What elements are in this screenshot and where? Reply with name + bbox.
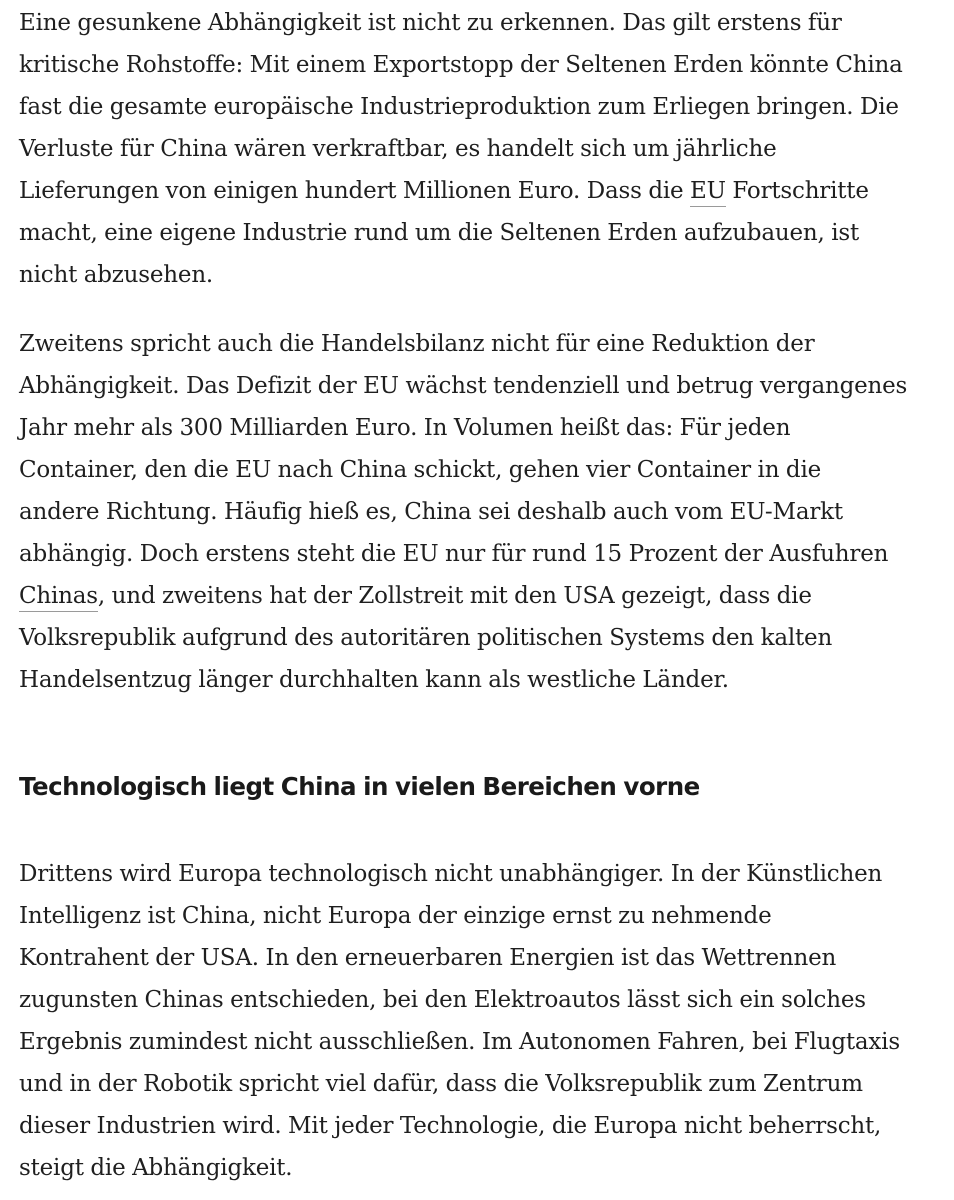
section-heading: Technologisch liegt China in vielen Bereichen vorne — [19, 772, 700, 801]
text-line — [19, 575, 934, 617]
text-line: kritische Rohstoffe: Mit einem Exportstopp der Seltenen Erden könnte China — [19, 52, 903, 78]
paragraph-technologie — [19, 853, 934, 1189]
text-segment: , und zweitens hat der Zollstreit mit den USA gezeigt, dass die — [97, 583, 812, 609]
text-line: Eine gesunkene Abhängigkeit ist nicht zu erkennen. Das gilt erstens für — [19, 10, 842, 36]
text-line: Jahr mehr als 300 Milliarden Euro. In Volumen heißt das: Für jeden — [19, 415, 791, 441]
text-line: macht, eine eigene Industrie rund um die Seltenen Erden aufzubauen, ist — [19, 220, 859, 246]
text-line: Volksrepublik aufgrund des autoritären politischen Systems den kalten — [19, 625, 833, 651]
text-segment: Lieferungen von einigen hundert Millionen Euro. Dass die — [19, 178, 691, 204]
text-line: Kontrahent der USA. In den erneuerbaren Energien ist das Wettrennen — [19, 945, 837, 971]
text-line: zugunsten Chinas entschieden, bei den Elektroautos lässt sich ein solches — [19, 987, 866, 1013]
text-line: Drittens wird Europa technologisch nicht unabhängiger. In der Künstlichen — [19, 861, 883, 887]
text-line — [19, 170, 934, 212]
text-line: Handelsentzug länger durchhalten kann als westliche Länder. — [19, 667, 729, 693]
text-line: fast die gesamte europäische Industrieproduktion zum Erliegen bringen. Die — [19, 94, 899, 120]
text-line: nicht abzusehen. — [19, 262, 214, 288]
text-segment: Fortschritte — [725, 178, 869, 204]
text-line: Intelligenz ist China, nicht Europa der einzige ernst zu nehmende — [19, 903, 772, 929]
paragraph-handelsbilanz — [19, 323, 934, 701]
text-line: Zweitens spricht auch die Handelsbilanz nicht für eine Reduktion der — [19, 331, 815, 357]
paragraph-rohstoffe — [19, 2, 934, 296]
chinas-link[interactable]: Chinas — [19, 583, 98, 612]
text-line: Abhängigkeit. Das Defizit der EU wächst tendenziell und betrug vergangenes — [19, 373, 908, 399]
text-line: Verluste für China wären verkraftbar, es handelt sich um jährliche — [19, 136, 777, 162]
eu-link[interactable]: EU — [690, 178, 726, 207]
text-line: steigt die Abhängigkeit. — [19, 1155, 293, 1181]
text-line: abhängig. Doch erstens steht die EU nur für rund 15 Prozent der Ausfuhren — [19, 541, 889, 567]
text-line: andere Richtung. Häufig hieß es, China sei deshalb auch vom EU-Markt — [19, 499, 843, 525]
text-line: dieser Industrien wird. Mit jeder Technologie, die Europa nicht beherrscht, — [19, 1113, 882, 1139]
text-line: und in der Robotik spricht viel dafür, dass die Volksrepublik zum Zentrum — [19, 1071, 863, 1097]
text-line: Ergebnis zumindest nicht ausschließen. Im Autonomen Fahren, bei Flugtaxis — [19, 1029, 900, 1055]
text-line: Container, den die EU nach China schickt, gehen vier Container in die — [19, 457, 822, 483]
